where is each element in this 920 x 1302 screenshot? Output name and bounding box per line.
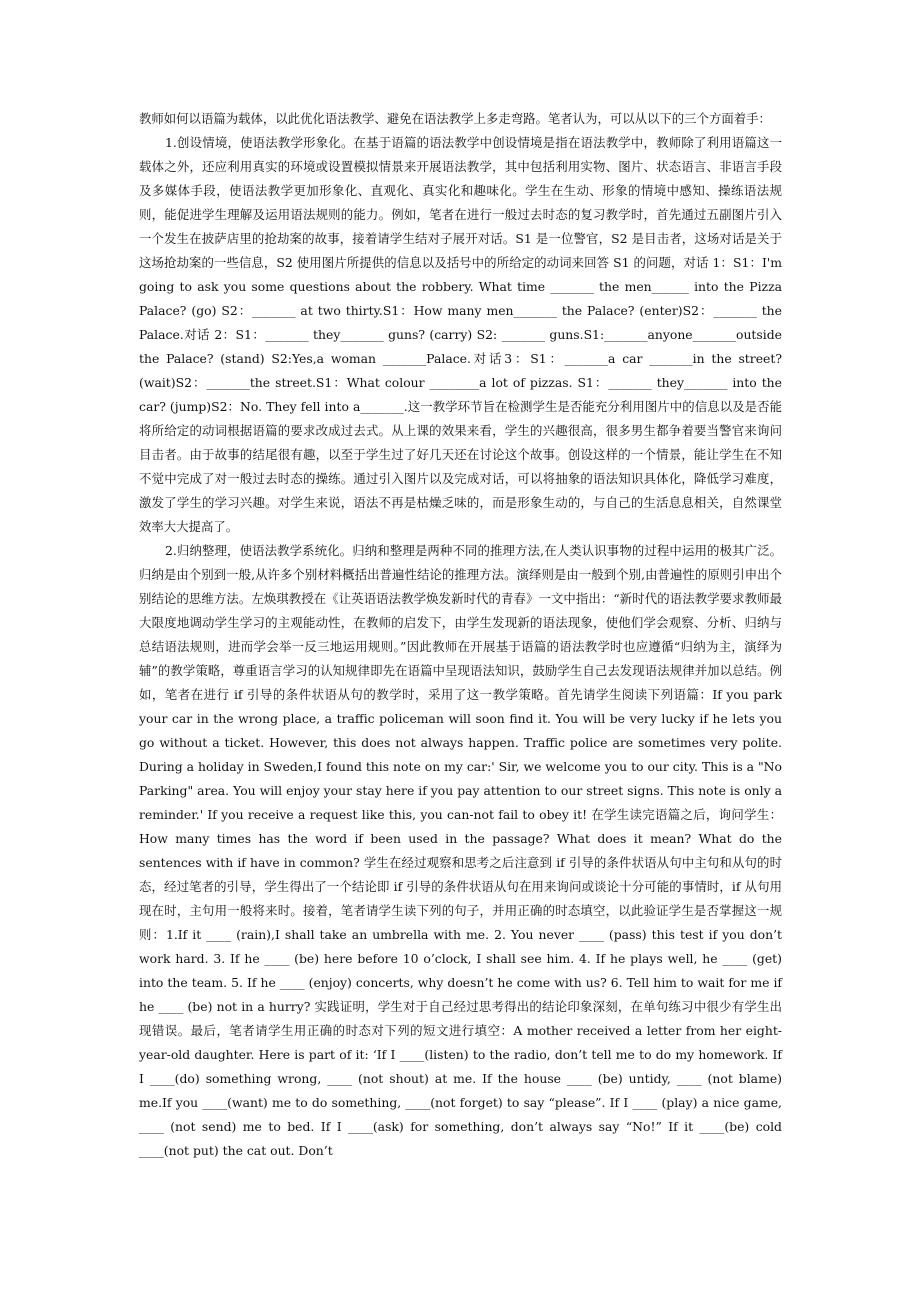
section-1-paragraph: 1.创设情境，使语法教学形象化。在基于语篇的语法教学中创设情境是指在语法教学中，教师除了利用语篇这一载体之外，还应利用真实的环境或设置模拟情景来开展语法教学，其中包括利用实物、图片、状态语言、非语言手段及多媒体手段，使语法教学更加形象化、直观化、真实化和趣味化。学生在生动、形象的情境中感知、操练语法规则，能促进学生理解及运用语法规则的能力。例如，笔者在进行一般过去时态的复习教学时，首先通过五副图片引入一个发生在披萨店里的抢劫案的故事，接着请学生结对子展开对话。S1 是一位警官，S2 是目击者，这场对话是关于这场抢劫案的一些信息，S2 使用图片所提供的信息以及括号中的所给定的动词来回答 S1 的问题，对话 1：S1：I'm going to ask you some questions about the robbery. What time _______ the men______ into the Pizza Palace? (go) S2：_______ at two thirty.S1：How many men_______ the Palace? (enter)S2：_______ the Palace.对话 2：S1：_______ they_______ guns? (carry) S2: _______ guns.S1:_______anyone_______outside the Palace? (stand) S2:Yes,a woman _______Palace.对话3：S1：_______a car _______in the street? (wait)S2：_______the street.S1：What colour ________a lot of pizzas. S1：_______ they_______ into the car? (jump)S2：No. They fell into a_______.这一教学环节旨在检测学生是否能充分利用图片中的信息以及是否能将所给定的动词根据语篇的要求改成过去式。从上课的效果来看，学生的兴趣很高，很多男生都争着要当警官来询问目击者。由于故事的结尾很有趣，以至于学生过了好几天还在讨论这个故事。创设这样的一个情景，能让学生在不知不觉中完成了对一般过去时态的操练。通过引入图片以及完成对话，可以将抽象的语法知识具体化，降低学习难度，激发了学生的学习兴趣。对学生来说，语法不再是枯燥乏味的，而是形象生动的，与自己的生活息息相关，自然课堂效率大大提高了。	[139, 135, 782, 534]
section-2-paragraph: 2.归纳整理，使语法教学系统化。归纳和整理是两种不同的推理方法,在人类认识事物的过程中运用的极其广泛。归纳是由个别到一般,从许多个别材料概括出普遍性结论的推理方法。演绎则是由一般到个别,由普遍性的原则引申出个别结论的思维方法。左焕琪教授在《让英语语法教学焕发新时代的青春》一文中指出：“新时代的语法教学要求教师最大限度地调动学生学习的主观能动性，在教师的启发下，由学生发现新的语法现象，使他们学会观察、分析、归纳与总结语法规则，进而学会举一反三地运用规则。”因此教师在开展基于语篇的语法教学时也应遵循“归纳为主，演绎为辅”的教学策略，尊重语言学习的认知规律即先在语篇中呈现语法知识，鼓励学生自己去发现语法规律并加以总结。例如，笔者在进行 if 引导的条件状语从句的教学时，采用了这一教学策略。首先请学生阅读下列语篇：If you park your car in the wrong place, a traffic policeman will soon find it. You will be very lucky if he lets you go without a ticket. However, this does not always happen. Traffic police are sometimes very polite. During a holiday in Sweden,I found this note on my car:' Sir, we welcome you to our city. This is a "No Parking" area. You will enjoy your stay here if you pay attention to our street signs. This note is only a reminder.' If you receive a request like this, you can-not fail to obey it! 在学生读完语篇之后，询问学生：How many times has the word if been used in the passage? What does it mean? What do the sentences with if have in common? 学生在经过观察和思考之后注意到 if 引导的条件状语从句中主句和从句的时态，经过笔者的引导，学生得出了一个结论即 if 引导的条件状语从句在用来询问或谈论十分可能的事情时，if 从句用现在时，主句用一般将来时。接着，笔者请学生读下列的句子，并用正确的时态填空，以此验证学生是否掌握这一规则：1.If it ____ (rain),I shall take an umbrella with me. 2. You never ____ (pass) this test if you don’t work hard. 3. If he ____ (be) here before 10 o’clock, I shall see him. 4. If he plays well, he ____ (get) into the team. 5. If he ____ (enjoy) concerts, why doesn’t he come with us? 6. Tell him to wait for me if he ____ (be) not in a hurry? 实践证明，学生对于自己经过思考得出的结论印象深刻，在单句练习中很少有学生出现错误。最后，笔者请学生用正确的时态对下列的短文进行填空：A mother received a letter from her eight-year-old daughter. Here is part of it: ‘If I ____(listen) to the radio, don’t tell me to do my homework. If I ____(do) something wrong, ____ (not shout) at me. If the house ____ (be) untidy, ____ (not blame) me.If you ____(want) me to do something, ____(not forget) to say “please”. If I ____ (play) a nice game, ____ (not send) me to bed. If I ____(ask) for something, don’t always say “No!” If it ____(be) cold ____(not put) the cat out. Don’t	[139, 543, 782, 1158]
document-body	[139, 107, 782, 1163]
intro-paragraph: 教师如何以语篇为载体，以此优化语法教学、避免在语法教学上多走弯路。笔者认为，可以从以下的三个方面着手：	[139, 111, 771, 126]
